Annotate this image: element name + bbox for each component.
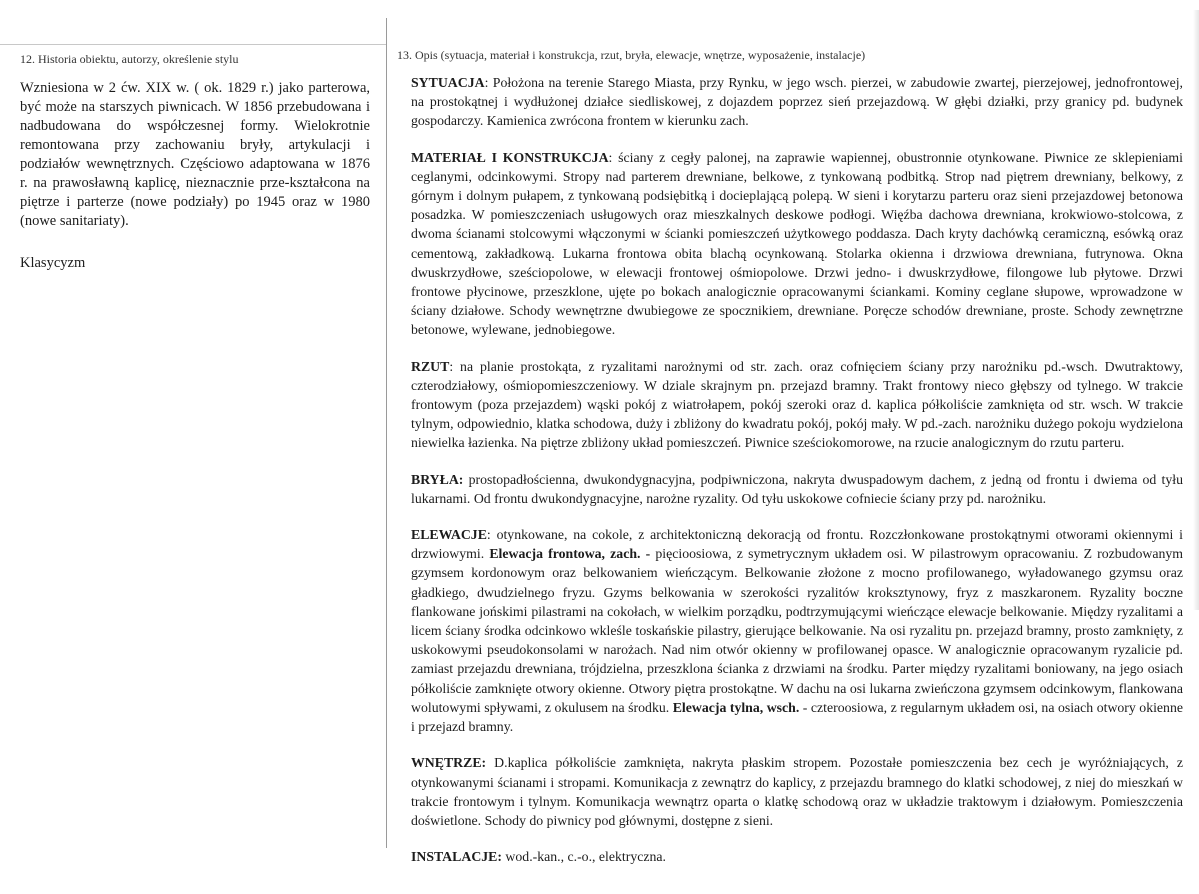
elewacje-text-3: - czteroosiowa, z regularnym układem osi, na osiach otwory okienne i przejazd bramny. [411,699,1183,735]
style-text: Klasycyzm [20,255,86,271]
section-sytuacja [411,73,1183,131]
rzut-label: RZUT [411,358,450,374]
sytuacja-label: SYTUACJA [411,75,485,90]
left-header-divider [0,44,386,45]
material-text: : ściany z cegły palonej, na zaprawie wapiennej, obustronnie otynkowane. Piwnice ze sklepieniami ceglanymi, odcinkowymi. Stropy nad parterem drewniane, belkowe, z tynkowaną podbitką. Strop nad piętrem drewniany, belkowy, z górnym i dolnym pułapem, z tynkowaną podsiębitką i docieplającą polepą. W sieni i korytarzu parteru oraz sieni przejazdowej betonowa posadzka. W pomieszczeniach usługowych oraz mieszkalnych deskowe podłogi. Więźba dachowa drewniana, krokwiowo-stolcowa, z dwoma ścianami stolcowymi włączonymi w ścianki pomieszczeń użytkowego poddasza. Dach kryty dachówką ceramiczną, esówką oraz cementową, zakładkową. Lukarna frontowa obita blachą ocynkowaną. Stolarka okienna i drzwiowa drewniana, futrynowa. Okna dwuskrzydłowe, sześciopolowe, w elewacji frontowej ośmiopolowe. Drzwi jedno- i dwuskrzydłowe, filongowe lub płytowe. Drzwi frontowe płycinowe, przeszklone, ujęte po bokach analogicznie opracowanymi ściankami. Kominy ceglane słupowe, wprowadzone w ściany działowe. Schody wewnętrzne dwubiegowe ze spocznikiem, drewniane. Poręcze schodów drewniane, proste. Schody zewnętrzne betonowe, wylewane, jednobiegowe. [411,149,1183,338]
sytuacja-text: : Położona na terenie Starego Miasta, przy Rynku, w jego wsch. pierzei, w zabudowie zwartej, pierzejowej, jednofrontowej, na prostokątnej i wydłużonej działce siedliskowej, z dojazdem poprzez sień przejazdową. W głębi działki, przy granicy pd. budynek gospodarczy. Kamienica zwrócona frontem w kierunku zach. [411,75,1183,129]
section-wnetrze [411,753,1183,830]
instalacje-text: wod.-kan., c.-o., elektryczna. [501,849,666,865]
elewacje-label: ELEWACJE [411,527,487,543]
bryla-label: BRYŁA: [411,471,464,487]
column-divider [386,18,387,848]
wnetrze-label: WNĘTRZE: [411,755,487,771]
description-column [397,48,1184,866]
elewacja-frontowa-label: Elewacja frontowa, zach. - [489,546,651,562]
section-bryla [411,470,1183,508]
instalacje-label: INSTALACJE: [411,849,502,865]
history-text: Wzniesiona w 2 ćw. XIX w. ( ok. 1829 r.) jako parterowa, być może na starszych piwnicach. W 1856 przebudowana i nadbudowana do współczesnej formy. Wielokrotnie remontowana przy zachowaniu bryły, artykulacji i podziałów wewnętrznych. Częściowo adaptowana w 1876 r. na prawosławną kaplicę, nieznacznie prze-kształcona na piętrze i parterze (nowe podziały) po 1945 oraz w 1980 (nowe sanitariaty). [20,80,370,229]
wnetrze-text: D.kaplica półkoliście zamknięta, nakryta płaskim stropem. Pozostałe pomieszczenia bez cech je wyróżniających, z otynkowanymi ścianami i stropami. Komunikacja z zewnątrz do kaplicy, z przejazdu bramnego do klatki schodowej, z niej do mieszkań w trakcie frontowym i tylnym. Komunikacja wewnątrz oparta o klatkę schodową oraz w układzie traktowym i działowym. Pomieszczenia doświetlone. Schody do piwnicy pod głównymi, dostępne z sieni. [411,755,1183,828]
description-header: 13. Opis (sytuacja, materiał i konstrukcja, rzut, bryła, elewacje, wnętrze, wyposażenie, instalacje) [397,48,866,62]
section-rzut [411,357,1183,453]
elewacja-tylna-label: Elewacja tylna, wsch. [672,699,800,715]
bryla-text: prostopadłościenna, dwukondygnacyjna, podpiwniczona, nakryta dwuspadowym dachem, z jedną od frontu i dwiema od tyłu lukarnami. Od frontu dwukondygnacyjne, narożne ryzality. Od tyłu uskokowe cofniecie ściany przy pd. narożniku. [411,471,1183,506]
scan-edge-shadow [1193,10,1199,610]
rzut-text: : na planie prostokąta, z ryzalitami narożnymi od str. zach. oraz cofnięciem ściany przy narożniku pd.-wsch. Dwutraktowy, czterodziałowy, ośmiopomieszczeniowy. W dziale skrajnym pn. przejazd bramny. Trakt frontowy nieco głębszy od tylnego. W trakcie frontowym (poza przejazdem) wąski pokój z wiatrołapem, pokój szeroki oraz d. kaplica półkoliście zamknięta od str. wsch. W trakcie tylnym, odpowiednio, klatka schodowa, duży i zbliżony do kwadratu pokój, pokój mały. W pd.-zach. narożniku dużego pokoju wydzielona niewielka łazienka. Na piętrze zbliżony układ pomieszczeń. Piwnice sześciokomorowe, na rzucie analogicznym do rzutu parteru. [411,358,1183,451]
material-label: MATERIAŁ I KONSTRUKCJA [411,149,609,165]
history-header: 12. Historia obiektu, autorzy, określenie stylu [20,52,239,66]
section-instalacje [411,847,1183,866]
section-material [411,148,1183,340]
history-column [20,52,370,287]
elewacje-text-1: : otynkowane, na cokole, z architektoniczną dekoracją od frontu. Rozczłonkowane prostokątnymi otworami okiennymi i drzwiowymi. [411,527,1183,562]
elewacje-text-2: pięcioosiowa, z symetrycznym układem osi. W pilastrowym opracowaniu. Z rozbudowanym gzymsem kordonowym oraz belkowaniem wieńczącym. Belkowanie złożone z mocno profilowanego, wyładowanego gzymsu oraz gładkiego, dwudzielnego fryzu. Gzyms belkowania w szerokości ryzalitów kroksztynowy, fryz z maszkaronem. Ryzality boczne flankowane jońskimi pilastrami na cokołach, w wielkim porządku, podtrzymującymi wieńczące elewacje belkowanie. Między ryzalitami a licem ściany środka odcinkowo wkleśle toskańskie pilastry, gierujące belkowanie. Na osi ryzalitu pn. przejazd bramny, prosto zamknięty, z uskokowymi pseudokonsolami w narożach. Nad nim otwór okienny w profilowanej opasce. W analogicznie opracowanym ryzalicie pd. zamiast przejazdu drewniana, trójdzielna, przeszklona ścianka z drzwiami na środku. Parter między ryzalitami boniowany, na jego osiach półkoliście zamknięte otwory okienne. Otwory piętra prostokątne. W dachu na osi lukarna zwieńczona gzymsem odcinkowym, flankowana wolutowymi spływami, z okulusem na środku. [411,546,1183,715]
section-elewacje [411,525,1183,736]
